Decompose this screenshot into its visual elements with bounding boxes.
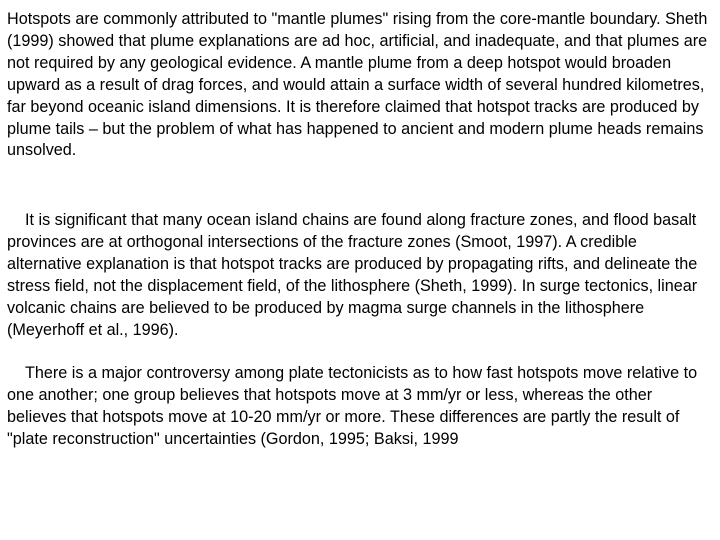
paragraph-hotspot-motion: There is a major controversy among plate tectonicists as to how fast hotspots move relative to one another; one group believes that hotspots move at 3 mm/yr or less, whereas the other believes that hotspots move at 10-20 mm/yr or more. These differences are partly the result of "plate reconstruction" uncertainties (Gordon, 1995; Baksi, 1999 bbox=[7, 364, 702, 448]
paragraph-mantle-plumes: Hotspots are commonly attributed to "mantle plumes" rising from the core-mantle boundary. Sheth (1999) showed that plume explanations are ad hoc, artificial, and inadequate, and that plumes are not required by any geological evidence. A mantle plume from a deep hotspot would broaden upward as a result of drag forces, and would attain a surface width of several hundred kilometres, far beyond oceanic island dimensions. It is therefore claimed that hotspot tracks are produced by plume tails – but the problem of what has happened to ancient and modern plume heads remains unsolved. bbox=[7, 10, 712, 160]
paragraph-fracture-zones: It is significant that many ocean island chains are found along fracture zones, and flood basalt provinces are at orthogonal intersections of the fracture zones (Smoot, 1997). A credible alternative explanation is that hotspot tracks are produced by propagating rifts, and delineate the stress field, not the displacement field, of the lithosphere (Sheth, 1999). In surge tectonics, linear volcanic chains are believed to be produced by magma surge channels in the lithosphere (Meyerhoff et al., 1996). bbox=[7, 211, 702, 339]
